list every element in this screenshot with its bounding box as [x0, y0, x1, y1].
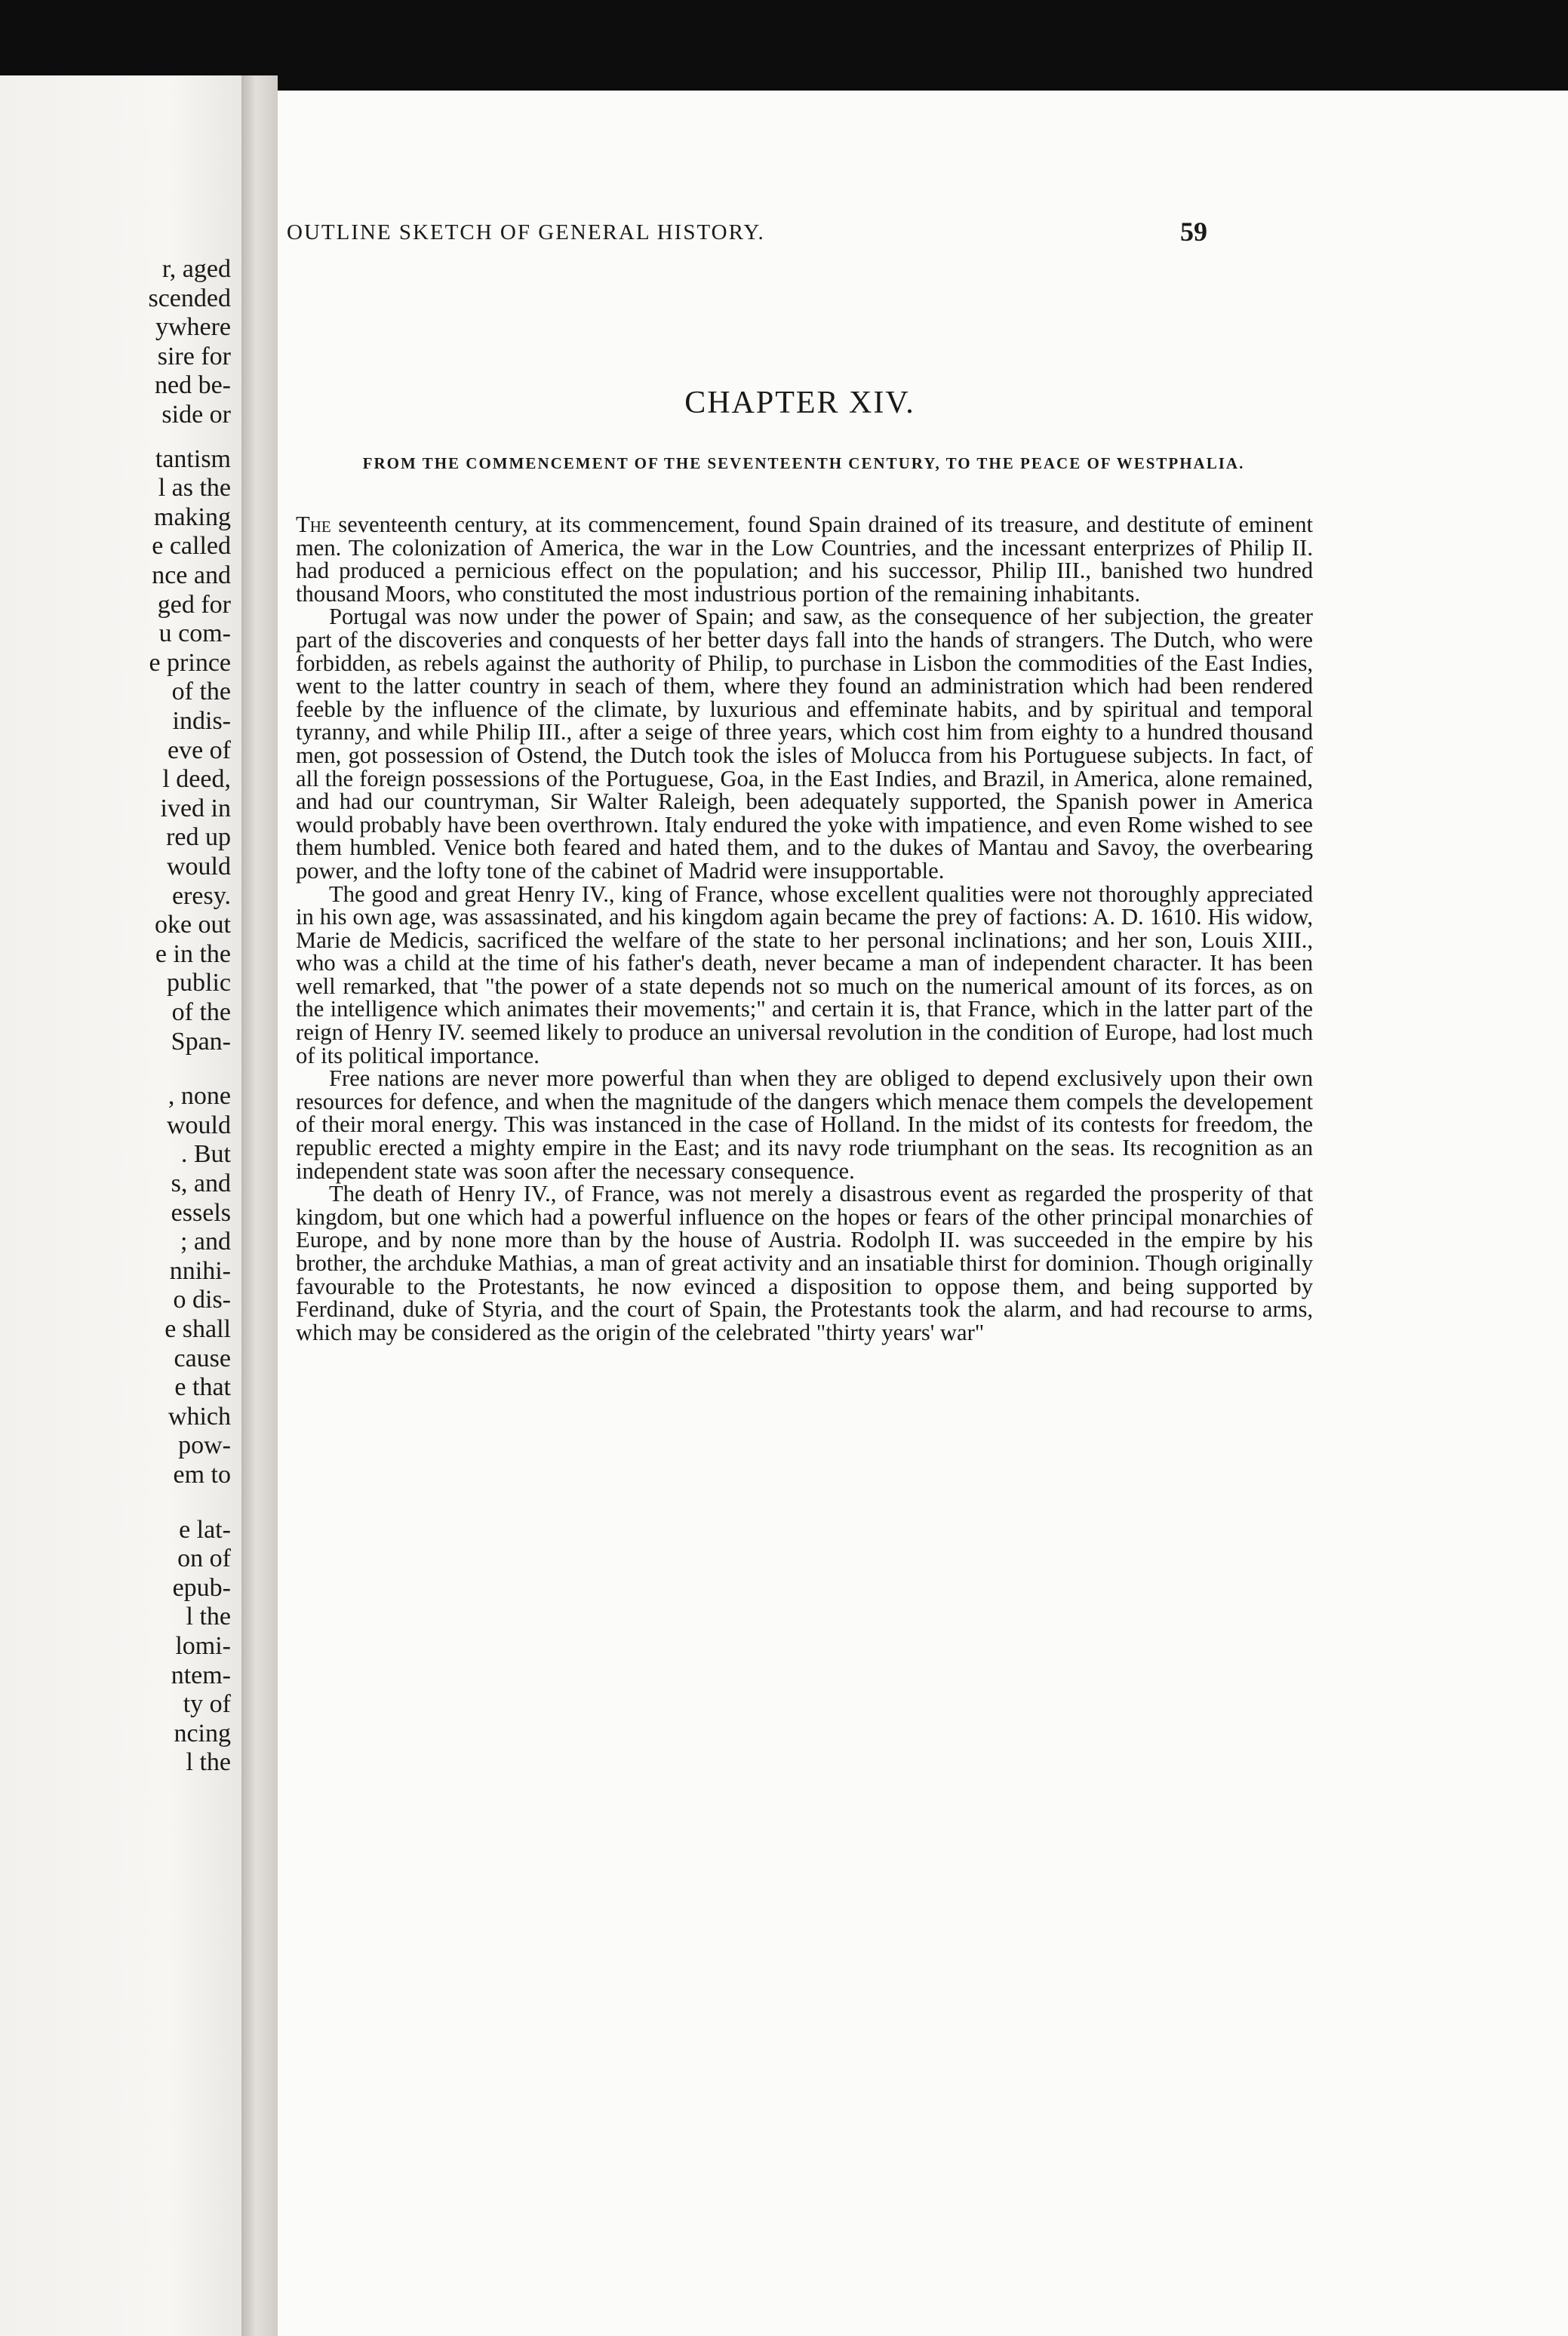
facing-page-line: l deed,: [162, 765, 231, 794]
facing-page-line: public: [167, 969, 231, 997]
facing-page-line: e prince: [149, 648, 231, 677]
facing-page-line: ncing: [174, 1719, 231, 1747]
page-header: [287, 211, 1207, 257]
facing-page-line: would: [167, 853, 231, 881]
facing-page-line: ged for: [157, 590, 231, 619]
facing-page-line: ; and: [180, 1228, 231, 1256]
facing-page: [0, 75, 241, 2336]
facing-page-line: e lat-: [179, 1515, 231, 1544]
facing-page-line: ntem-: [171, 1661, 231, 1689]
facing-page-line: on of: [177, 1545, 231, 1573]
paragraph-1-text: seventeenth century, at its commencement, found Spain drained of its treasure, and destitute of eminent men. The colonization of America, the war in the Low Countries, and the incessant enterprizes of Philip II. had produced a pernicious effect on the population; and his successor, Philip III., banished two hundred thousand Moors, who constituted the most industrious portion of the remaining inhabitants.: [296, 512, 1313, 607]
facing-page-line: scended: [148, 284, 231, 312]
facing-page-line: nnihi-: [169, 1256, 231, 1285]
facing-page-line: s, and: [171, 1170, 231, 1197]
facing-page-line: l as the: [158, 474, 231, 503]
facing-page-line: , none: [168, 1082, 231, 1111]
running-head: OUTLINE SKETCH OF GENERAL HISTORY.: [287, 220, 765, 244]
facing-page-line: essels: [171, 1198, 231, 1227]
facing-page-line: e that: [174, 1373, 231, 1402]
chapter-subtitle: FROM THE COMMENCEMENT OF THE SEVENTEENTH CENTURY, TO THE PEACE OF WESTPHALIA.: [362, 454, 1245, 472]
facing-page-line: u com-: [158, 619, 231, 648]
facing-page-line: making: [154, 503, 231, 531]
facing-page-line: eresy.: [171, 881, 231, 910]
facing-page-line: e in the: [155, 939, 231, 968]
facing-page-line: sire for: [157, 342, 231, 370]
facing-page-line: em to: [173, 1461, 231, 1489]
facing-page-line: eve of: [167, 736, 231, 764]
facing-page-line: l the: [186, 1748, 231, 1777]
facing-page-line: ned be-: [154, 371, 231, 400]
facing-page-line: e shall: [164, 1315, 231, 1343]
facing-page-line: nce and: [152, 561, 231, 589]
book-gutter: [241, 75, 278, 2336]
paragraph-lead-word: The: [296, 512, 331, 537]
facing-page-line: oke out: [154, 911, 231, 939]
page-number: 59: [1180, 217, 1207, 247]
facing-page-line: which: [168, 1402, 231, 1431]
body-text: [296, 513, 1313, 1344]
facing-page-line: of the: [171, 998, 231, 1026]
facing-page-line: e called: [152, 532, 231, 561]
paragraph-3: The good and great Henry IV., king of France, whose excellent qualities were not thoroughly appreciated in his own age, was assassinated, and his kingdom again became the prey of factions: A. D. 1610. His widow, Marie de Medicis, sacrificed the welfare of the state to her personal inclinations; and her son, Louis XIII., who was a child at the time of his father's death, never became a man of independent character. It has been well remarked, that "the power of a state depends not so much on the numerical amount of its forces, as on the intelligence which animates their movements;" and certain it is, that France, which in the latter part of the reign of Henry IV. seemed likely to produce an universal revolution in the condition of Europe, had lost much of its political importance.: [296, 881, 1313, 1068]
facing-page-line: red up: [166, 823, 231, 852]
facing-page-line: r, aged: [161, 255, 231, 283]
facing-page-line: epub-: [172, 1573, 231, 1602]
facing-page-line: lomi-: [175, 1632, 231, 1660]
facing-page-line: side or: [161, 401, 231, 429]
paragraph-4: Free nations are never more powerful than when they are obliged to depend exclusively upon their own resources for defence, and when the magnitude of the dangers which menace them compels the developement of their moral energy. This was instanced in the case of Holland. In the midst of its contests for freedom, the republic erected a mighty empire in the East; and its navy rode triumphant on the seas. Its recognition as an independent state was soon after the necessary consequence.: [296, 1065, 1313, 1184]
facing-page-line: l the: [186, 1603, 231, 1631]
chapter-title: CHAPTER XIV.: [684, 386, 915, 420]
facing-page-line: pow-: [178, 1431, 231, 1460]
facing-page-line: o dis-: [173, 1286, 231, 1314]
facing-page-line: ty of: [183, 1690, 231, 1719]
facing-page-line: tantism: [155, 444, 231, 473]
paragraph-5: The death of Henry IV., of France, was not merely a disastrous event as regarded the prosperity of that kingdom, but one which had a powerful influence on the hopes or fears of the other principal monarchies of Europe, and by none more than by the house of Austria. Rodolph II. was succeeded in the empire by his brother, the archduke Mathias, a man of great activity and an insatiable thirst for dominion. Though originally favourable to the Protestants, he now evinced a disposition to oppose them, and being supported by Ferdinand, duke of Styria, and the court of Spain, the Protestants took the alarm, and had recourse to arms, which may be considered as the origin of the celebrated "thirty years' war": [296, 1181, 1313, 1345]
facing-page-line: of the: [171, 678, 231, 706]
paragraph-1: [296, 513, 1313, 605]
facing-page-line: ywhere: [155, 313, 231, 342]
facing-page-line: Span-: [171, 1027, 231, 1056]
facing-page-line: cause: [174, 1344, 231, 1372]
paragraph-2: Portugal was now under the power of Spain; and saw, as the consequence of her subjection, the greater part of the discoveries and conquests of her better days fall into the hands of strangers. The Dutch, who were forbidden, as rebels against the authority of Philip, to purchase in Lisbon the commodities of the East Indies, went to the latter country in seach of them, where they found an administration which had been rendered feeble by the influence of the climate, by luxurious and effeminate habits, and by spiritual and temporal tyranny, and while Philip III., after a seige of three years, which cost him from eighty to a hundred thousand men, got possession of Ostend, the Dutch took the isles of Molucca from his Portuguese subjects. In fact, of all the foreign possessions of the Portuguese, Goa, in the East Indies, and Brazil, in America, alone remained, and had our countryman, Sir Walter Raleigh, been adequately supported, the Spanish power in America would probably have been overthrown. Italy endured the yoke with impatience, and even Rome wished to see them humbled. Venice both feared and hated them, and to the dukes of Mantau and Savoy, the overbearing power, and the lofty tone of the cabinet of Madrid were insupportable.: [296, 604, 1313, 884]
facing-page-line: . But: [180, 1140, 231, 1169]
facing-page-line: ived in: [160, 794, 231, 822]
facing-page-line: would: [167, 1111, 231, 1139]
facing-page-line: indis-: [172, 707, 231, 735]
